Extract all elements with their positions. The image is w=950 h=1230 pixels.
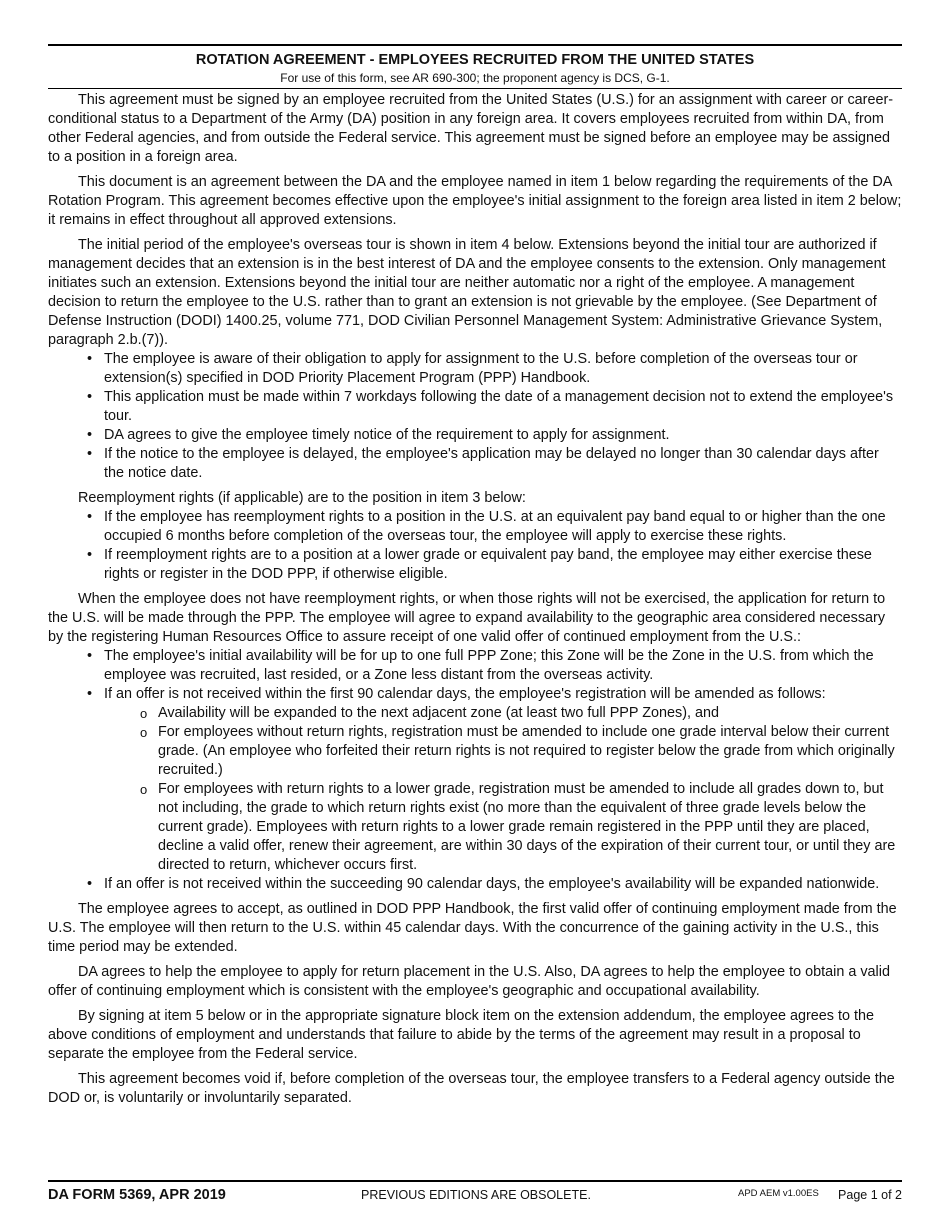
- header-rule: [48, 88, 902, 89]
- list-item: • If the employee has reemployment rights to a position in the U.S. at an equivalent pay band equal to or higher than the one occupied 6 months before completion of the overseas tour, the employee will apply to exercise these rights.: [104, 508, 902, 546]
- list-item: • The employee's initial availability will be for up to one full PPP Zone; this Zone will be the Zone in the U.S. from which the employee was recruited, last resided, or a Zone less distant from the overseas activity.: [104, 647, 902, 685]
- list-item: • If an offer is not received within the succeeding 90 calendar days, the employee's availability will be expanded nationwide.: [104, 875, 902, 894]
- list-item: [104, 685, 902, 875]
- list-item: • The employee is aware of their obligation to apply for assignment to the U.S. before completion of the overseas tour or extension(s) specified in DOD Priority Placement Program (PPP) Handbook.: [104, 350, 902, 388]
- registration-sublist: [104, 704, 902, 875]
- reemployment-lead: Reemployment rights (if applicable) are to the position in item 3 below:: [78, 490, 526, 506]
- sublist-item: o For employees with return rights to a lower grade, registration must be amended to include all grades down to, but not including, the grade to which return rights exist (no more than the equivalent of three grade levels below the current grade). Employees with return rights to a lower grade remain registered in the PPP until they are placed, decline a valid offer, renew their agreement, are within 30 days of the expiration of their current tour, or until they are directed to return, whichever occurs first.: [158, 780, 902, 875]
- paragraph-da-help: DA agrees to help the employee to apply for return placement in the U.S. Also, DA agrees to help the employee to obtain a valid offer of continuing employment which is consistent with the employee's geographic and occupational availability.: [48, 964, 890, 999]
- form-id: DA FORM 5369, APR 2019: [48, 1187, 226, 1203]
- paragraph-offer-acceptance: The employee agrees to accept, as outlined in DOD PPP Handbook, the first valid offer of continuing employment made from the U.S. The employee will then return to the U.S. within 45 calendar days. With the concurrence of the gaining activity in the U.S., this time period may be extended.: [48, 901, 897, 955]
- list-item: • If reemployment rights are to a position at a lower grade or equivalent pay band, the employee may either exercise these rights or register in the DOD PPP, if otherwise eligible.: [104, 546, 902, 584]
- list-item: • If the notice to the employee is delayed, the employee's application may be delayed no longer than 30 calendar days after the notice date.: [104, 445, 902, 483]
- paragraph-signing: By signing at item 5 below or in the appropriate signature block item on the extension addendum, the employee agrees to the above conditions of employment and understands that failure to abide by the terms of the agreement may result in a proposal to separate the employee from the Federal service.: [48, 1008, 874, 1062]
- form-footer: [48, 1180, 902, 1206]
- page-number: Page 1 of 2: [838, 1188, 902, 1202]
- list-item: • DA agrees to give the employee timely notice of the requirement to apply for assignment.: [104, 426, 902, 445]
- version-label: APD AEM v1.00ES: [738, 1188, 819, 1199]
- obsolete-notice: PREVIOUS EDITIONS ARE OBSOLETE.: [361, 1188, 591, 1202]
- agreement-body: [48, 91, 902, 1108]
- list-item-text: If an offer is not received within the first 90 calendar days, the employee's registration will be amended as follows:: [104, 686, 826, 702]
- reemployment-list: [48, 508, 902, 584]
- form-page: [48, 44, 902, 1109]
- footer-rule: [48, 1180, 902, 1182]
- paragraph-void: This agreement becomes void if, before completion of the overseas tour, the employee transfers to a Federal agency outside the DOD or, is voluntarily or involuntarily separated.: [48, 1071, 895, 1106]
- paragraph-ppp: When the employee does not have reemployment rights, or when those rights will not be exercised, the application for return to the U.S. will be made through the PPP. The employee will agree to expand availability to the geographic area considered necessary by the registering Human Resources Office to assure receipt of one valid offer of continued employment from the U.S.:: [48, 591, 886, 645]
- sublist-item: o Availability will be expanded to the next adjacent zone (at least two full PPP Zones), and: [158, 704, 902, 723]
- paragraph-agreement: This document is an agreement between the DA and the employee named in item 1 below regarding the requirements of the DA Rotation Program. This agreement becomes effective upon the employee's initial assignment to the foreign area listed in item 2 below; it remains in effect throughout all approved extensions.: [48, 174, 902, 228]
- list-item: • This application must be made within 7 workdays following the date of a management decision not to extend the employee's tour.: [104, 388, 902, 426]
- sublist-item: o For employees without return rights, registration must be amended to include one grade interval below their current grade. (An employee who forfeited their return rights is not required to register below the grade from which originally recruited.): [158, 723, 902, 780]
- paragraph-tour-extensions: The initial period of the employee's overseas tour is shown in item 4 below. Extensions beyond the initial tour are authorized if management decides that an extension is in the best interest of DA and the employee consents to the extension. Only management initiates such an extension. Extensions beyond the initial tour are neither automatic nor a right of the employee. A management decision to return the employee to the U.S. rather than to grant an extension is not grievable by the employee. (See Department of Defense Instruction (DODI) 1400.25, volume 771, DOD Civilian Personnel Management System: Administrative Grievance System, paragraph 2.b.(7)).: [48, 237, 886, 348]
- form-subtitle: For use of this form, see AR 690-300; the proponent agency is DCS, G-1.: [280, 71, 670, 85]
- form-title: ROTATION AGREEMENT - EMPLOYEES RECRUITED FROM THE UNITED STATES: [195, 52, 755, 68]
- obligations-list: [48, 350, 902, 483]
- availability-list: [48, 647, 902, 894]
- paragraph-purpose: This agreement must be signed by an employee recruited from the United States (U.S.) for an assignment with career or career-conditional status to a Department of the Army (DA) position in any foreign area. It covers employees recruited from within DA, from other Federal agencies, and from outside the Federal service. This agreement must be signed before an employee may be assigned to a position in a foreign area.: [48, 92, 894, 165]
- top-rule: [48, 44, 902, 46]
